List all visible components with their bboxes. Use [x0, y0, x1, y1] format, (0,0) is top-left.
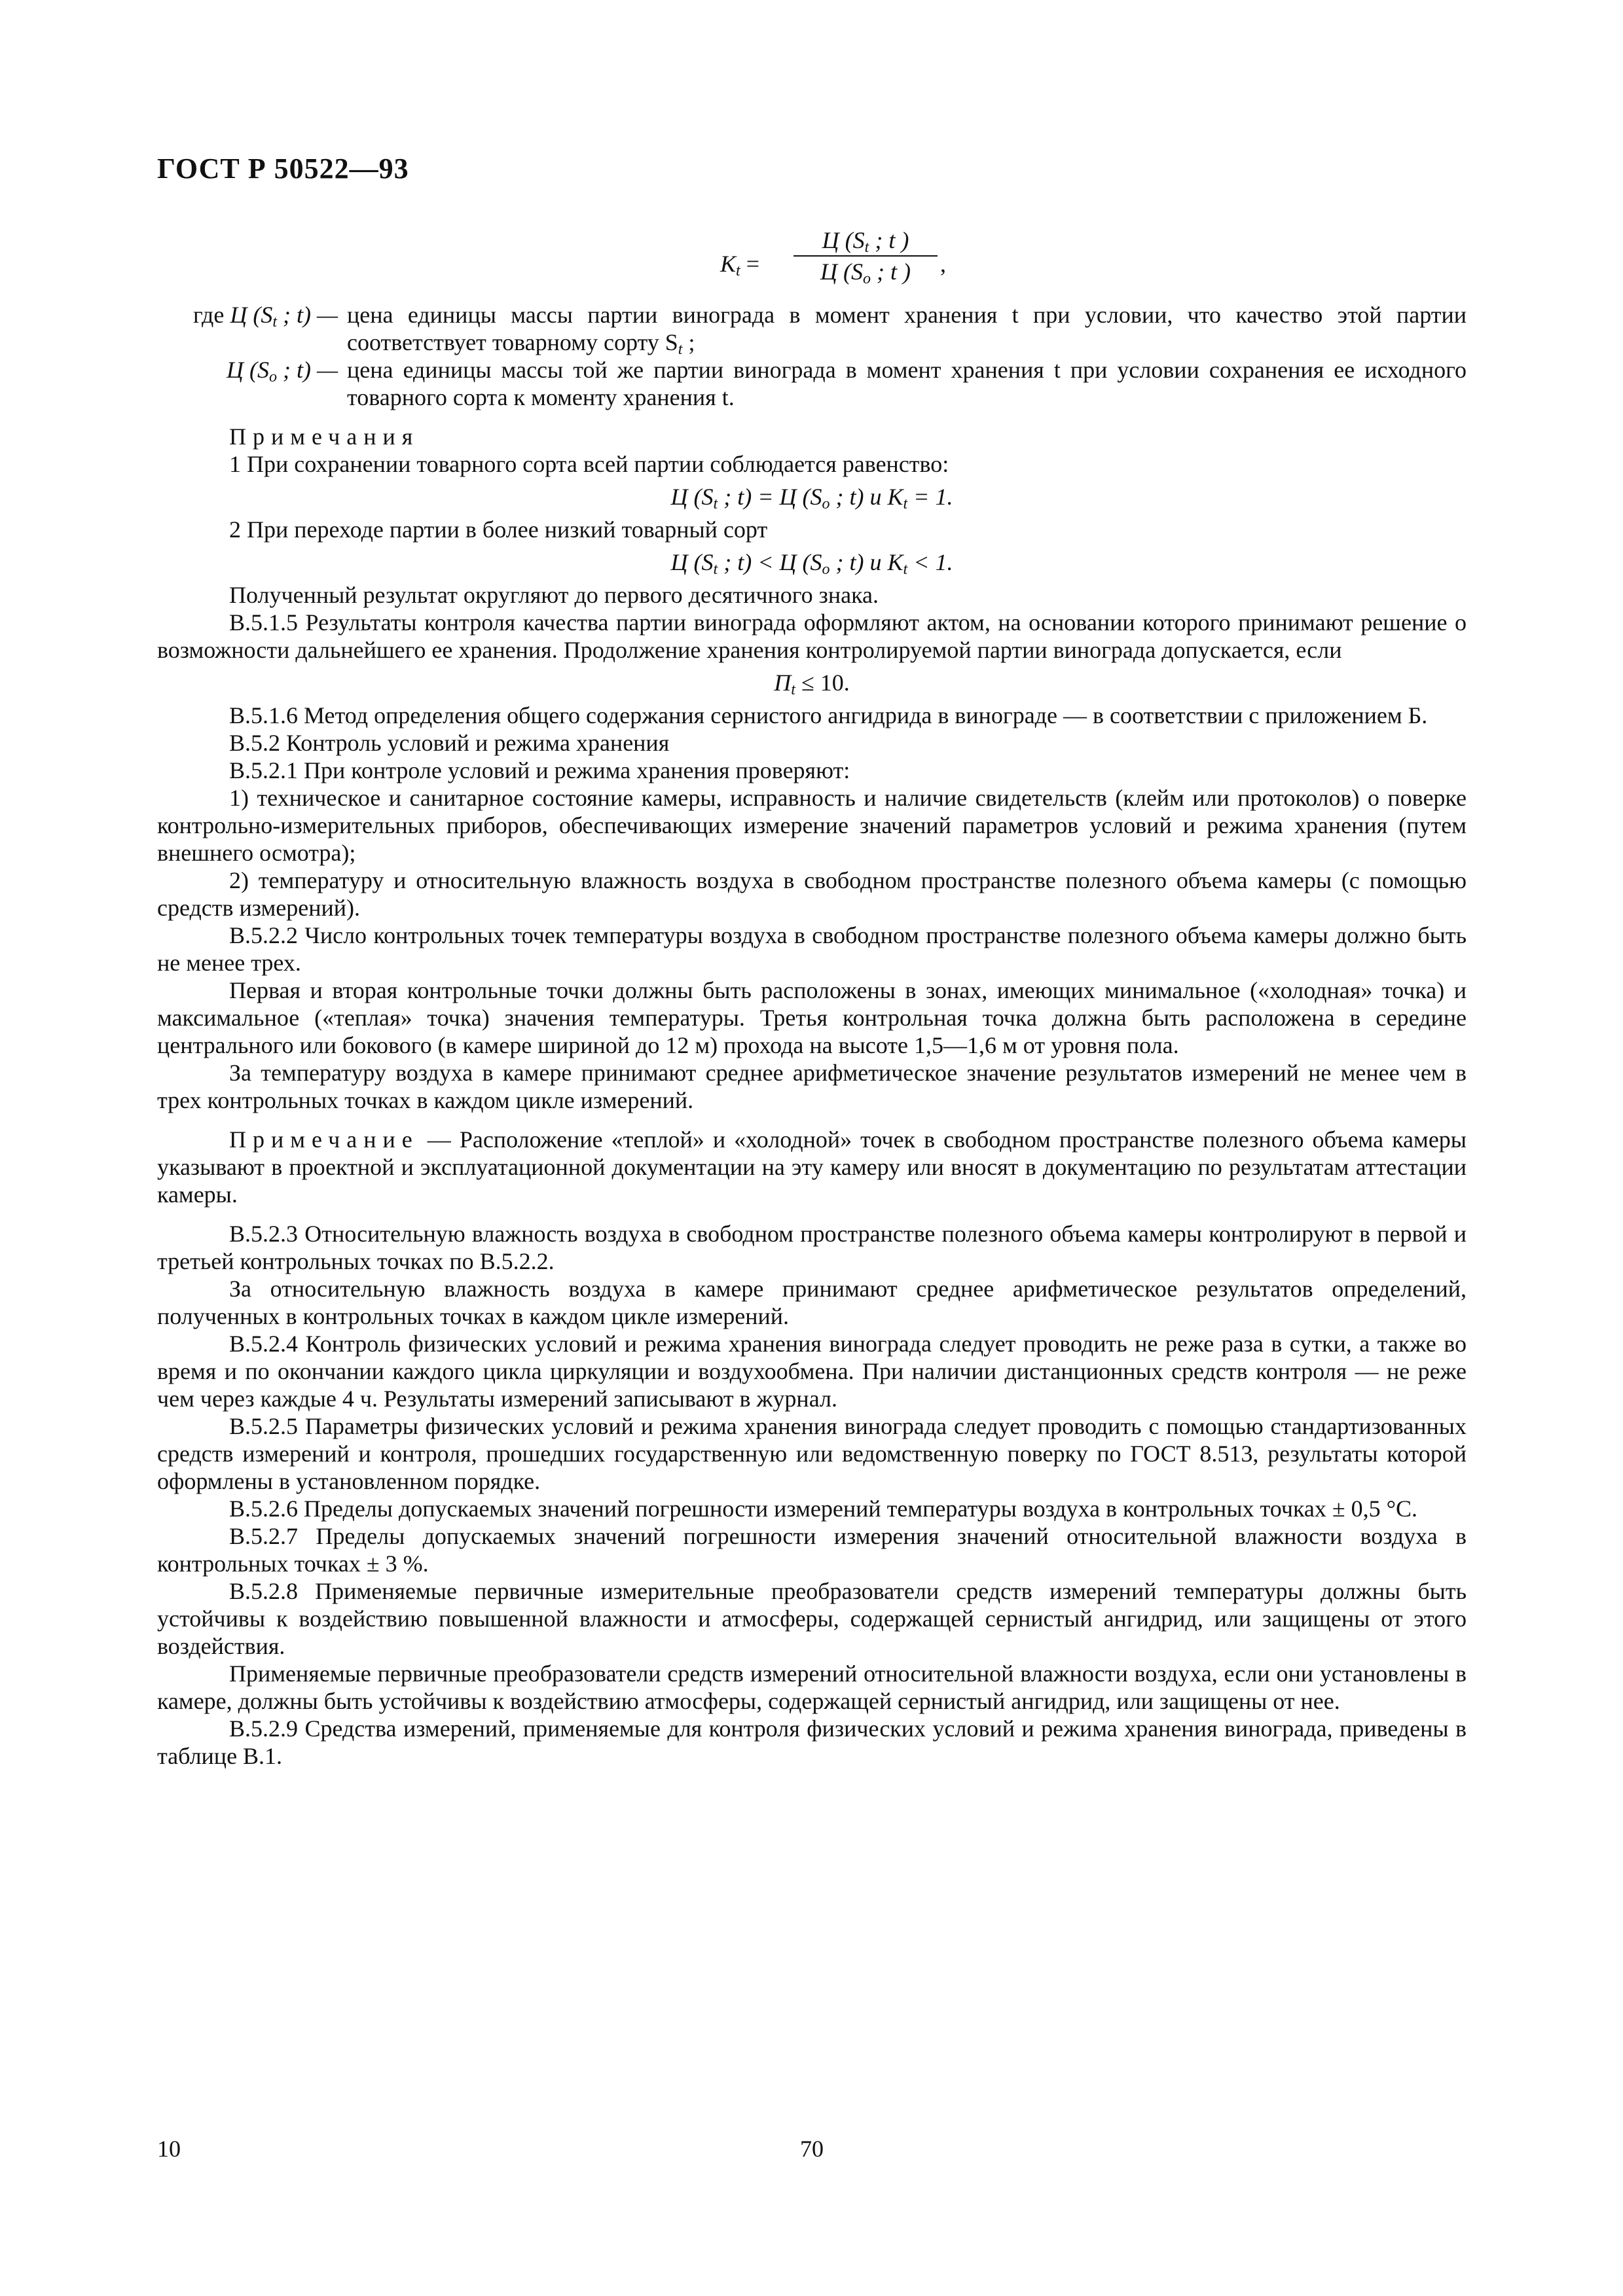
note-3-text: — Расположение «теплой» и «холодной» точек в свободном пространстве полезного объема камеры указывают в проектной и эксплуатационной документации на эту камеру или вносят в документацию по результатам аттестации камеры.: [157, 1126, 1467, 1208]
paragraph: В.5.2.5 Параметры физических условий и режима хранения винограда следует проводить с помощью стандартизованных средств измерений и контроля, прошедших государственную или ведомственную поверку по ГОСТ 8.513, результаты которой оформлены в установленном порядке.: [157, 1413, 1467, 1494]
paragraph: В.5.2.2 Число контрольных точек температуры воздуха в свободном пространстве полезного объема камеры должно быть не менее трех.: [157, 922, 1467, 976]
paragraph: За относительную влажность воздуха в камере принимают среднее арифметическое результатов определений, полученных в контрольных точках в каждом цикле измерений.: [157, 1276, 1467, 1329]
note-3-label: Примечание: [229, 1126, 419, 1153]
paragraph: В.5.2.3 Относительную влажность воздуха в свободном пространстве полезного объема камеры контролируют в первой и третьей контрольных точках по В.5.2.2.: [157, 1221, 1467, 1274]
paragraph: В.5.2.7 Пределы допускаемых значений погрешности измерения значений относительной влажности воздуха в контрольных точках ± 3 %.: [157, 1523, 1467, 1577]
notes-heading: Примечания: [229, 423, 420, 450]
definition-so: [157, 356, 1467, 411]
definition-desc: цена единицы массы партии винограда в момент хранения t при условии, что качество этой партии соответствует товарному сорту $S_t$ ;: [347, 302, 1467, 358]
equation-2: Ц ($S_t$ ; t) < Ц ($S_o$ ; t) и $K_t < 1$.: [670, 549, 953, 578]
paragraph: Первая и вторая контрольные точки должны быть расположены в зонах, имеющих минимальное («холодная» точка) и максимальное («теплая» точка) значения температуры. Третья контрольная точка должна быть расположена в середине центрального или бокового (в камере шириной до 12 м) прохода на высоте 1,5—1,6 м от уровня пола.: [157, 977, 1467, 1058]
formula-kt-numerator: Ц ($S_t$ ; t ): [793, 226, 938, 257]
equation-1: Ц ($S_t$ ; t) = Ц ($S_o$ ; t) и $K_t = 1$.: [670, 484, 953, 512]
definition-term: Ц ($S_o$ ; t) —: [227, 357, 338, 386]
document-page: [157, 0, 1467, 2296]
paragraph: В.5.2.1 При контроле условий и режима хранения проверяют:: [229, 757, 850, 783]
page-number-center: 70: [800, 2136, 824, 2162]
paragraph: В.5.1.6 Метод определения общего содержания сернистого ангидрида в винограде — в соответствии с приложением Б.: [229, 702, 1428, 728]
paragraph: В.5.2.4 Контроль физических условий и режима хранения винограда следует проводить не реже раза в сутки, а также во время и по окончании каждого цикла циркуляции и воздухообмена. При наличии дистанционных средств контроля — не реже чем через каждые 4 ч. Результаты измерений записывают в журнал.: [157, 1331, 1467, 1412]
paragraph: 2) температуру и относительную влажность воздуха в свободном пространстве полезного объема камеры (с помощью средств измерений).: [157, 867, 1467, 921]
paragraph: Полученный результат округляют до первого десятичного знака.: [229, 582, 879, 608]
definition-term: где Ц ($S_t$ ; t) —: [193, 302, 338, 331]
paragraph: 1) техническое и санитарное состояние камеры, исправность и наличие свидетельств (клейм или протоколов) о поверке контрольно-измерительных приборов, обеспечивающих измерение значений параметров условий и режима хранения (путем внешнего осмотра);: [157, 785, 1467, 866]
paragraph: Применяемые первичные преобразователи средств измерений относительной влажности воздуха, если они установлены в камере, должны быть устойчивы к воздействию атмосферы, содержащей сернистый ангидрид, или защищены от нее.: [157, 1660, 1467, 1714]
paragraph: В.5.2.8 Применяемые первичные измерительные преобразователи средств измерений температуры должны быть устойчивы к воздействию повышенной влажности и атмосферы, содержащей сернистый ангидрид, или защищены от этого воздействия.: [157, 1578, 1467, 1659]
page-number-left: 10: [157, 2136, 181, 2162]
formula-kt-lhs: $K_t$ =: [720, 251, 759, 279]
note-1: 1 При сохранении товарного сорта всей партии соблюдается равенство:: [229, 451, 949, 477]
note-2: 2 При переходе партии в более низкий товарный сорт: [229, 516, 768, 543]
note-3: [157, 1126, 1467, 1208]
paragraph: В.5.2.9 Средства измерений, применяемые для контроля физических условий и режима хранения винограда, приведены в таблице В.1.: [157, 1715, 1467, 1769]
paragraph: В.5.2.6 Пределы допускаемых значений погрешности измерений температуры воздуха в контрольных точках ± 0,5 °С.: [229, 1496, 1418, 1522]
formula-kt-denominator: Ц ($S_o$ ; t ): [820, 259, 911, 287]
formula-kt-comma: ,: [940, 251, 946, 277]
equation-3: $П_t \le 10$.: [774, 670, 850, 698]
definition-desc: цена единицы массы той же партии винограда в момент хранения t при условии сохранения ее исходного товарного сорта к моменту хранения t.: [347, 357, 1467, 410]
definition-st: [157, 301, 1467, 356]
paragraph: За температуру воздуха в камере принимают среднее арифметическое значение результатов измерений не менее чем в трех контрольных точках в каждом цикле измерений.: [157, 1060, 1467, 1113]
paragraph: В.5.1.5 Результаты контроля качества партии винограда оформляют актом, на основании которого принимают решение о возможности дальнейшего ее хранения. Продолжение хранения контролируемой партии винограда допускается, если: [157, 609, 1467, 663]
document-body: [157, 223, 1467, 1770]
document-header: ГОСТ Р 50522—93: [157, 152, 409, 185]
formula-kt: [157, 223, 1467, 301]
formula-kt-fraction: [793, 226, 938, 285]
paragraph: В.5.2 Контроль условий и режима хранения: [229, 730, 670, 756]
